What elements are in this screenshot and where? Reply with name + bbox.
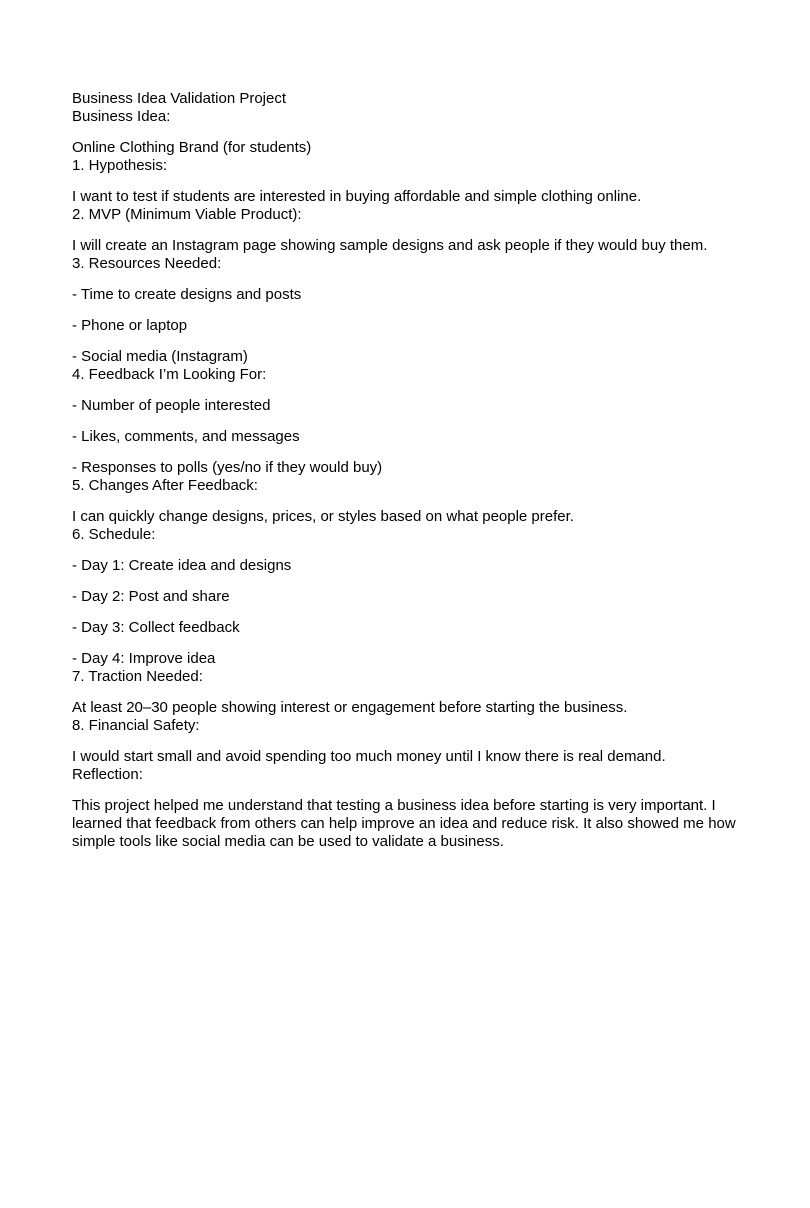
section-text: Online Clothing Brand (for students) (72, 139, 312, 156)
section-financial-safety (72, 717, 752, 766)
section-heading: 8. Financial Safety: (72, 717, 200, 734)
section-text: At least 20–30 people showing interest or engagement before starting the business. (72, 699, 628, 716)
list-item: - Responses to polls (yes/no if they would buy) (72, 459, 383, 476)
list-item: - Day 4: Improve idea (72, 650, 216, 667)
list-item: - Phone or laptop (72, 317, 188, 334)
document-body (72, 90, 752, 851)
section-heading: 2. MVP (Minimum Viable Product): (72, 206, 302, 223)
list-item: - Day 1: Create idea and designs (72, 557, 292, 574)
section-heading: 4. Feedback I’m Looking For: (72, 366, 267, 383)
section-resources (72, 255, 752, 366)
list-item: - Time to create designs and posts (72, 286, 302, 303)
section-traction (72, 668, 752, 717)
section-hypothesis (72, 157, 752, 206)
section-schedule (72, 526, 752, 668)
section-text: I will create an Instagram page showing sample designs and ask people if they would buy them. (72, 237, 708, 254)
document-title: Business Idea Validation Project (72, 90, 287, 107)
section-mvp (72, 206, 752, 255)
list-item: - Social media (Instagram) (72, 348, 248, 365)
section-text: I can quickly change designs, prices, or styles based on what people prefer. (72, 508, 574, 525)
section-feedback (72, 366, 752, 477)
section-reflection (72, 766, 752, 851)
section-heading: Reflection: (72, 766, 143, 783)
reflection-paragraph: This project helped me understand that testing a business idea before starting is very important. I learned that feedback from others can help improve an idea and reduce risk. It also showed me how simple tools like social media can be used to validate a business. (72, 797, 736, 850)
section-heading: 1. Hypothesis: (72, 157, 168, 174)
section-heading: 5. Changes After Feedback: (72, 477, 258, 494)
section-business-idea (72, 108, 752, 157)
list-item: - Day 2: Post and share (72, 588, 230, 605)
section-text: I want to test if students are interested in buying affordable and simple clothing online. (72, 188, 642, 205)
list-item: - Day 3: Collect feedback (72, 619, 240, 636)
section-heading: 7. Traction Needed: (72, 668, 203, 685)
section-heading: 6. Schedule: (72, 526, 156, 543)
section-changes (72, 477, 752, 526)
list-item: - Number of people interested (72, 397, 271, 414)
section-text: I would start small and avoid spending too much money until I know there is real demand. (72, 748, 666, 765)
section-heading: Business Idea: (72, 108, 171, 125)
list-item: - Likes, comments, and messages (72, 428, 300, 445)
section-heading: 3. Resources Needed: (72, 255, 222, 272)
